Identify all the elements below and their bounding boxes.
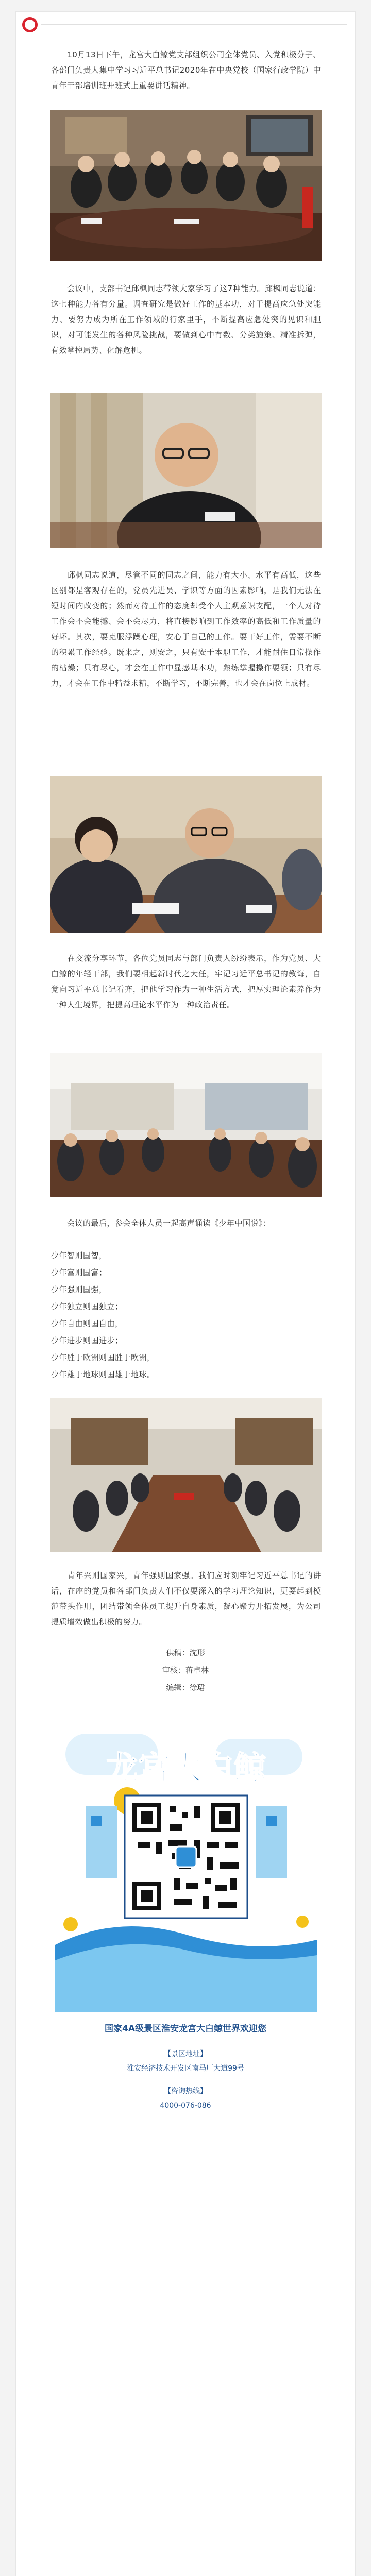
paragraph-2: 会议中，支部书记邱枫同志带领大家学习了这7种能力。邱枫同志说道：这七种能力各有分量。调查研究是做好工作的基本功，对于提高应急处突能力、要努力成为所在工作领域的行家里手，不断提高应急处突的见识和胆识，对可能发生的各种风险挑战，要做到心中有数、分类施策、精准拆弹，有效掌控局势、化解危机。 <box>51 284 321 355</box>
article-page <box>15 11 356 2576</box>
paragraph-5: 会议的最后，参会全体人员一起高声诵读《少年中国说》： <box>51 1218 271 1228</box>
hotline-number[interactable]: 4000-076-086 <box>160 2102 211 2110</box>
promo-poster <box>50 1718 322 2012</box>
poem-line: 少年雄于地球则国雄于地球。 <box>51 1370 155 1379</box>
poem-block <box>51 1247 321 1383</box>
poem-line: 少年独立则国独立； <box>51 1302 123 1311</box>
address-label: 【景区地址】 <box>164 2050 207 2058</box>
footer-title: 国家4A级景区淮安龙宫大白鲸世界欢迎您 <box>105 2024 266 2034</box>
credit-supply: 供稿：沈形 <box>166 1648 205 1657</box>
poem-line: 少年胜于欧洲则国胜于欧洲， <box>51 1353 155 1362</box>
photo-conference-table <box>50 1398 322 1552</box>
address-text: 淮安经济技术开发区南马厂大道99号 <box>127 2064 244 2073</box>
credits-block <box>16 1644 355 1697</box>
poem-line: 少年智则国智， <box>51 1251 107 1260</box>
paragraph-1: 10月13日下午，龙宫大白鲸党支部组织公司全体党员、入党积极分子、各部门负责人集中学习习近平总书记2020年在中央党校（国家行政学院）中青年干部培训班开班式上重要讲话精神。 <box>51 50 321 90</box>
photo-meeting-overview <box>50 110 322 261</box>
address-block <box>16 2047 355 2076</box>
hotline-label: 【咨询热线】 <box>164 2087 207 2095</box>
photo-speaker <box>50 393 322 548</box>
poem-line: 少年自由则国自由， <box>51 1319 123 1328</box>
poster-illustration <box>50 1718 322 2012</box>
hotline-block <box>16 2084 355 2113</box>
paragraph-6: 青年兴则国家兴，青年强则国家强。我们应时刻牢记习近平总书记的讲话，在座的党员和各部门负责人们不仅要深入的学习理论知识，更要起到模范带头作用，团结带领全体员工提升自身素质，凝心聚力开拓发展，为公司提质增效做出积极的努力。 <box>51 1571 321 1626</box>
poem-line: 少年进步则国进步； <box>51 1336 123 1345</box>
credit-editor: 编辑：徐珺 <box>166 1683 205 1692</box>
header-circle-icon <box>22 17 38 32</box>
credit-review: 审核：蒋卓林 <box>162 1666 209 1675</box>
photo-attendees <box>50 776 322 933</box>
paragraph-3: 邱枫同志说道，尽管不同的同志之间，能力有大小、水平有高低，这些区别都是客观存在的，党员先进员、学识等方面的因素影响，是我们无法在短时间内改变的；然而对待工作的态度却受个人主观意识支配，一个人对待工作会不会能撼、会不会尽力，将直接影响到工作效率的高低和工作质量的好坏。其次，要克服浮躁心理，安心于自己的工作。要干好工作，需要不断的积累工作经验。既来之，则安之，只有安于本职工作，才能耐住日常操作的枯燥；只有尽心，才会在工作中显感基本功，熟练掌握操作要领；只有尽力，才会在工作中精益求精，不断学习，不断完善，也才会在岗位上成材。 <box>51 570 321 688</box>
photo-meeting-room <box>50 1053 322 1197</box>
poem-line: 少年强则国强， <box>51 1285 107 1294</box>
poem-line: 少年富则国富； <box>51 1268 107 1277</box>
header-divider <box>41 24 347 25</box>
paragraph-4: 在交流分享环节，各位党员同志与部门负责人纷纷表示，作为党员、大白鲸的年轻干部，我们要相起新时代之大任，牢记习近平总书记的教诲，自觉向习近平总书记看齐，把他学习作为一种生活方式，把厚实理论素养作为一种人生境界，把提高理论水平作为一种政治责任。 <box>51 954 321 1009</box>
poster-logo-text: 龙宫大白鲸 <box>106 1749 266 1787</box>
